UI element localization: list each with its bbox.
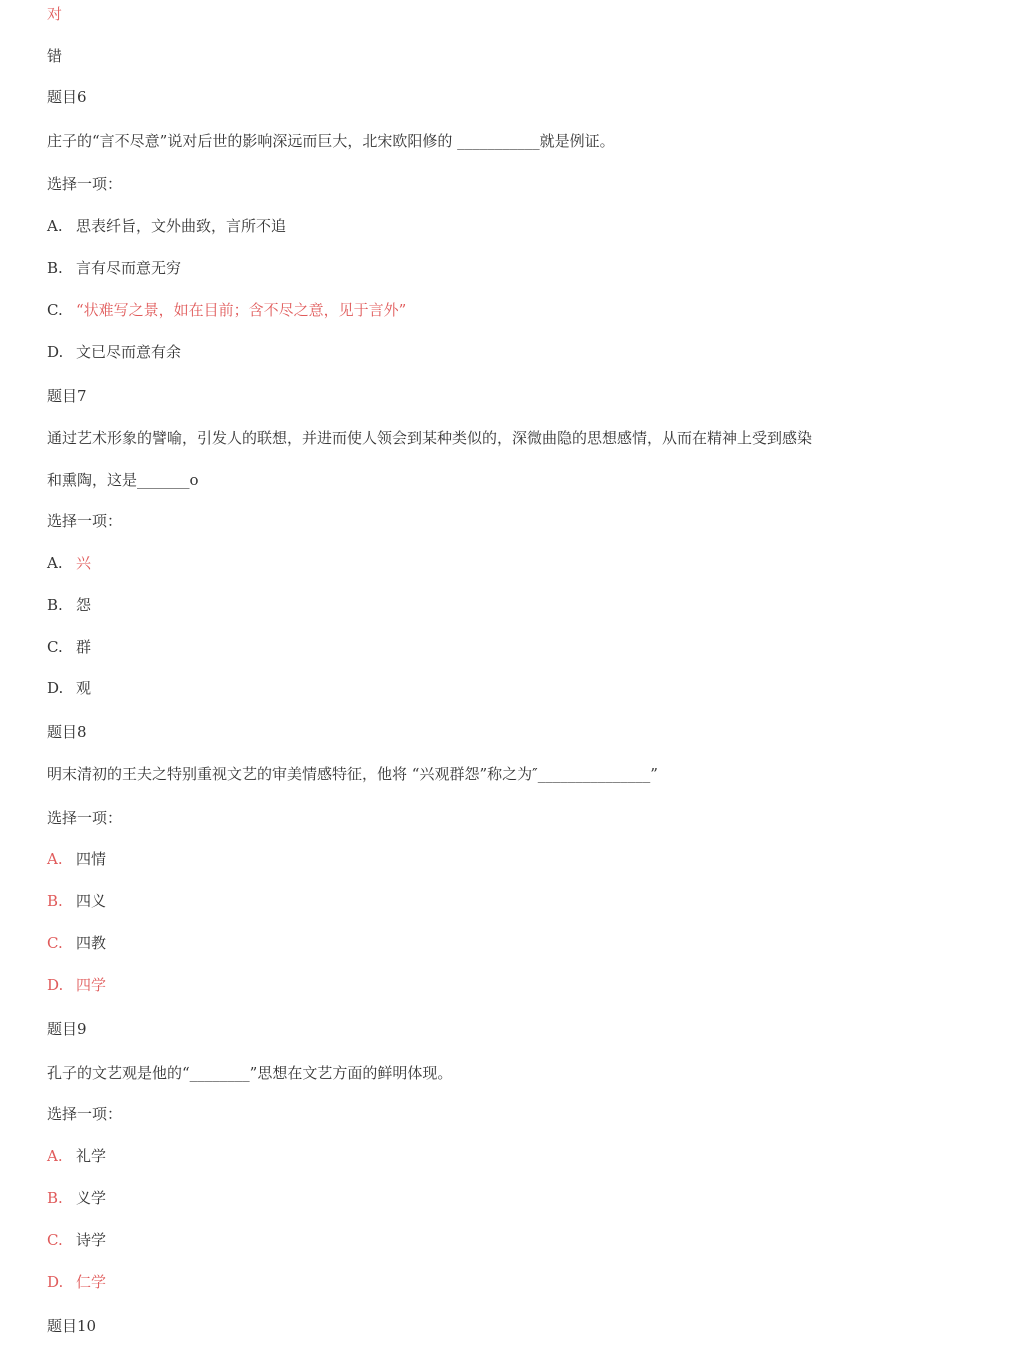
option-text: 思表纤旨，文外曲致，言所不追 (76, 217, 287, 235)
option-text: 文已尽而意有余 (76, 343, 182, 361)
option-label: B. (47, 1189, 63, 1207)
option-label: A. (47, 1147, 63, 1165)
question-6-stem: 庄子的“言不尽意”说对后世的影响深远而巨大，北宋欧阳修的 ___________就是例证。 (47, 132, 615, 150)
option-text: 兴 (76, 554, 92, 572)
option-label: A. (47, 217, 63, 235)
question-9-option-c[interactable] (47, 1230, 106, 1250)
question-7-title: 题目7 (47, 387, 87, 405)
option-label: D. (47, 679, 64, 697)
question-6-prompt: 选择一项： (47, 175, 123, 193)
option-label: C. (47, 1231, 63, 1249)
option-label: C. (47, 934, 63, 952)
option-false[interactable]: 错 (47, 47, 63, 65)
question-9-prompt: 选择一项： (47, 1105, 123, 1123)
question-7-option-c[interactable] (47, 637, 91, 657)
question-9-option-b[interactable] (47, 1188, 106, 1208)
question-7-option-b[interactable] (47, 595, 91, 615)
question-9-stem: 孔子的文艺观是他的“________”思想在文艺方面的鲜明体现。 (47, 1064, 453, 1082)
option-label: C. (47, 638, 63, 656)
option-text: 诗学 (76, 1231, 107, 1249)
question-6-option-b[interactable] (47, 258, 181, 278)
option-text: 言有尽而意无穷 (76, 259, 182, 277)
option-text: 四学 (76, 976, 107, 994)
option-label: A. (47, 554, 63, 572)
question-7-prompt: 选择一项： (47, 512, 123, 530)
option-text: 四情 (76, 850, 107, 868)
option-text: 义学 (76, 1189, 107, 1207)
question-9-option-a[interactable] (47, 1146, 106, 1166)
option-label: D. (47, 1273, 64, 1291)
option-label: C. (47, 301, 63, 319)
question-7-stem-line1: 通过艺术形象的譬喻，引发人的联想，并进而使人领会到某种类似的，深微曲隐的思想感情，从而在精神上受到感染 (47, 429, 813, 447)
question-8-option-c[interactable] (47, 933, 106, 953)
option-text: 仁学 (76, 1273, 107, 1291)
option-text: 礼学 (76, 1147, 107, 1165)
option-label: D. (47, 976, 64, 994)
question-7-option-a[interactable] (47, 553, 91, 573)
option-text: 四义 (76, 892, 107, 910)
question-6-option-a[interactable] (47, 216, 286, 236)
option-text: 群 (76, 638, 92, 656)
option-label: B. (47, 259, 63, 277)
option-label: B. (47, 892, 63, 910)
question-8-option-b[interactable] (47, 891, 106, 911)
option-label: B. (47, 596, 63, 614)
question-10-title: 题目10 (47, 1317, 97, 1335)
question-9-option-d[interactable] (47, 1272, 106, 1292)
question-8-option-a[interactable] (47, 849, 106, 869)
option-text: 四教 (76, 934, 107, 952)
option-text: 怨 (76, 596, 92, 614)
question-7-stem-line2: 和熏陶，这是_______o (47, 471, 199, 489)
question-9-title: 题目9 (47, 1020, 87, 1038)
question-8-prompt: 选择一项： (47, 809, 123, 827)
question-6-option-d[interactable] (47, 342, 181, 362)
question-8-title: 题目8 (47, 723, 87, 741)
question-6-option-c[interactable] (47, 300, 406, 320)
option-label: A. (47, 850, 63, 868)
question-7-option-d[interactable] (47, 678, 91, 698)
option-text: “状难写之景，如在目前；含不尽之意，见于言外” (76, 301, 407, 319)
option-label: D. (47, 343, 64, 361)
option-text: 观 (76, 679, 92, 697)
question-8-stem: 明末清初的王夫之特别重视文艺的审美情感特征，他将 “兴观群怨”称之为″_______________” (47, 765, 658, 783)
question-8-option-d[interactable] (47, 975, 106, 995)
option-true[interactable]: 对 (47, 5, 63, 23)
question-6-title: 题目6 (47, 88, 87, 106)
